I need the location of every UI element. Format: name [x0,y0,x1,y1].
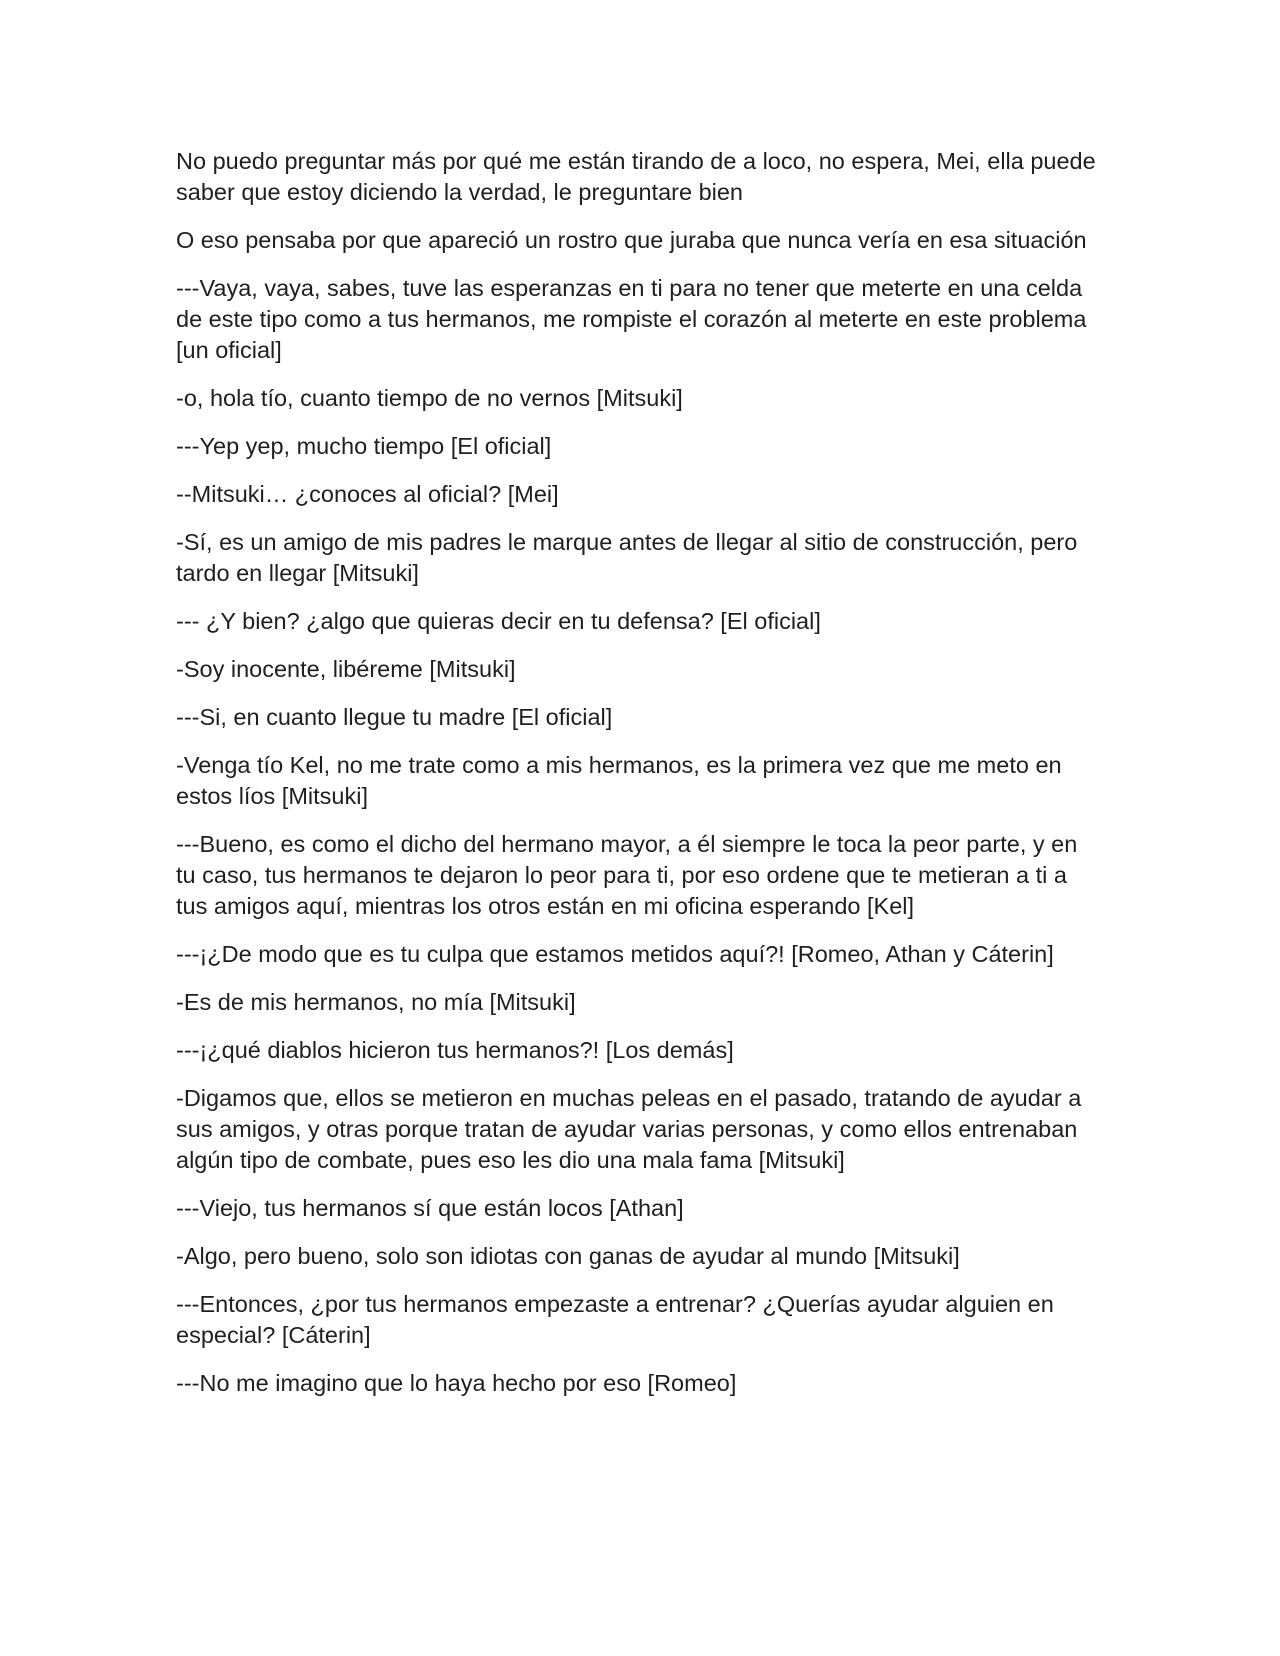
paragraph: -Venga tío Kel, no me trate como a mis hermanos, es la primera vez que me meto en estos líos [Mitsuki] [176,752,1062,809]
paragraph: -Es de mis hermanos, no mía [Mitsuki] [176,989,576,1015]
paragraph: No puedo preguntar más por qué me están tirando de a loco, no espera, Mei, ella puede saber que estoy diciendo la verdad, le preguntare bien [176,148,1096,205]
paragraph: ---¡¿qué diablos hicieron tus hermanos?! [Los demás] [176,1037,734,1063]
paragraph: -Digamos que, ellos se metieron en muchas peleas en el pasado, tratando de ayudar a sus amigos, y otras porque tratan de ayudar varias personas, y como ellos entrenaban algún tipo de combate, pues eso les dio una mala fama [Mitsuki] [176,1085,1082,1173]
paragraph: -Sí, es un amigo de mis padres le marque antes de llegar al sitio de construcción, pero tardo en llegar [Mitsuki] [176,529,1078,586]
paragraph: ---Vaya, vaya, sabes, tuve las esperanzas en ti para no tener que meterte en una celda de este tipo como a tus hermanos, me rompiste el corazón al meterte en este problema [un oficial] [176,275,1087,363]
paragraph: ---¡¿De modo que es tu culpa que estamos metidos aquí?! [Romeo, Athan y Cáterin] [176,941,1054,967]
paragraph: O eso pensaba por que apareció un rostro que juraba que nunca vería en esa situación [176,227,1087,253]
paragraph: ---Bueno, es como el dicho del hermano mayor, a él siempre le toca la peor parte, y en tu caso, tus hermanos te dejaron lo peor para ti, por eso ordene que te metieran a ti a tus amigos aquí, mientras los otros están en mi oficina esperando [Kel] [176,831,1078,919]
paragraph: --Mitsuki… ¿conoces al oficial? [Mei] [176,481,559,507]
paragraph: ---Yep yep, mucho tiempo [El oficial] [176,433,552,459]
document-body [176,146,1096,1416]
paragraph: ---Entonces, ¿por tus hermanos empezaste a entrenar? ¿Querías ayudar alguien en especial? [Cáterin] [176,1291,1054,1348]
paragraph: --- ¿Y bien? ¿algo que quieras decir en tu defensa? [El oficial] [176,608,821,634]
paragraph: ---Viejo, tus hermanos sí que están locos [Athan] [176,1195,684,1221]
paragraph: ---Si, en cuanto llegue tu madre [El oficial] [176,704,613,730]
paragraph: ---No me imagino que lo haya hecho por eso [Romeo] [176,1370,737,1396]
paragraph: -Soy inocente, libéreme [Mitsuki] [176,656,516,682]
paragraph: -Algo, pero bueno, solo son idiotas con ganas de ayudar al mundo [Mitsuki] [176,1243,960,1269]
paragraph: -o, hola tío, cuanto tiempo de no vernos [Mitsuki] [176,385,683,411]
